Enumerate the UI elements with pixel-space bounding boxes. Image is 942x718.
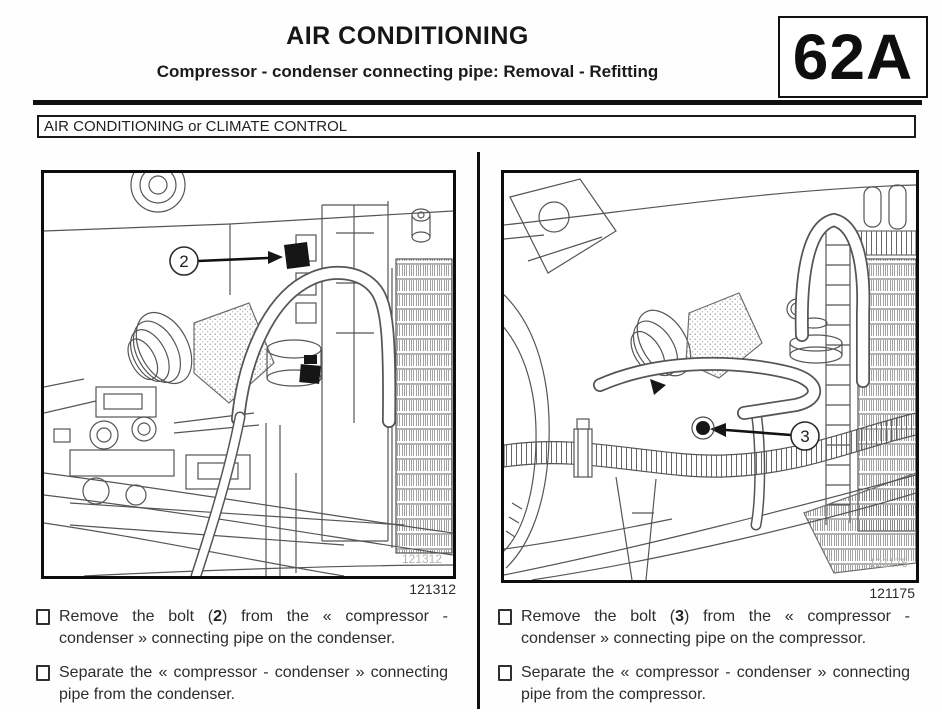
section-code-box bbox=[778, 16, 928, 98]
right-figure-drawing bbox=[504, 173, 916, 580]
instruction-step bbox=[36, 662, 460, 706]
figure-right-number: 121175 bbox=[869, 585, 915, 601]
instruction-text: Remove the bolt (2) from the « compressor - condenser » connecting pipe on the condenser. bbox=[59, 608, 448, 647]
left-figure-drawing bbox=[44, 173, 453, 576]
instruction-step bbox=[36, 606, 460, 650]
callout-3-label: 3 bbox=[800, 427, 810, 446]
header-rule bbox=[33, 100, 922, 105]
steps-left-column bbox=[36, 606, 460, 718]
section-code: 62A bbox=[792, 21, 914, 93]
checkbox-bullet-icon bbox=[498, 665, 512, 681]
checkbox-bullet-icon bbox=[498, 609, 512, 625]
figure-right-watermark: 121175 bbox=[868, 556, 908, 570]
applicability-banner: AIR CONDITIONING or CLIMATE CONTROL bbox=[37, 115, 916, 138]
callout-2-label: 2 bbox=[179, 252, 189, 271]
figure-right-panel bbox=[501, 170, 919, 583]
instruction-step bbox=[498, 662, 922, 706]
page-title: AIR CONDITIONING bbox=[286, 22, 529, 50]
checkbox-bullet-icon bbox=[36, 609, 50, 625]
figure-left-number: 121312 bbox=[409, 581, 456, 597]
column-divider bbox=[477, 152, 480, 709]
instruction-text: Separate the « compressor - condenser » connecting pipe from the condenser. bbox=[59, 664, 448, 703]
instruction-text: Remove the bolt (3) from the « compressor - condenser » connecting pipe on the compressor. bbox=[521, 608, 910, 647]
page-subtitle: Compressor - condenser connecting pipe: Removal - Refitting bbox=[156, 62, 659, 81]
steps-right-column bbox=[498, 606, 922, 718]
figure-left-panel bbox=[41, 170, 456, 579]
instruction-step bbox=[498, 606, 922, 650]
checkbox-bullet-icon bbox=[36, 665, 50, 681]
figure-left-watermark: 121312 bbox=[401, 552, 442, 566]
instruction-text: Separate the « compressor - condenser » connecting pipe from the compressor. bbox=[521, 664, 910, 703]
